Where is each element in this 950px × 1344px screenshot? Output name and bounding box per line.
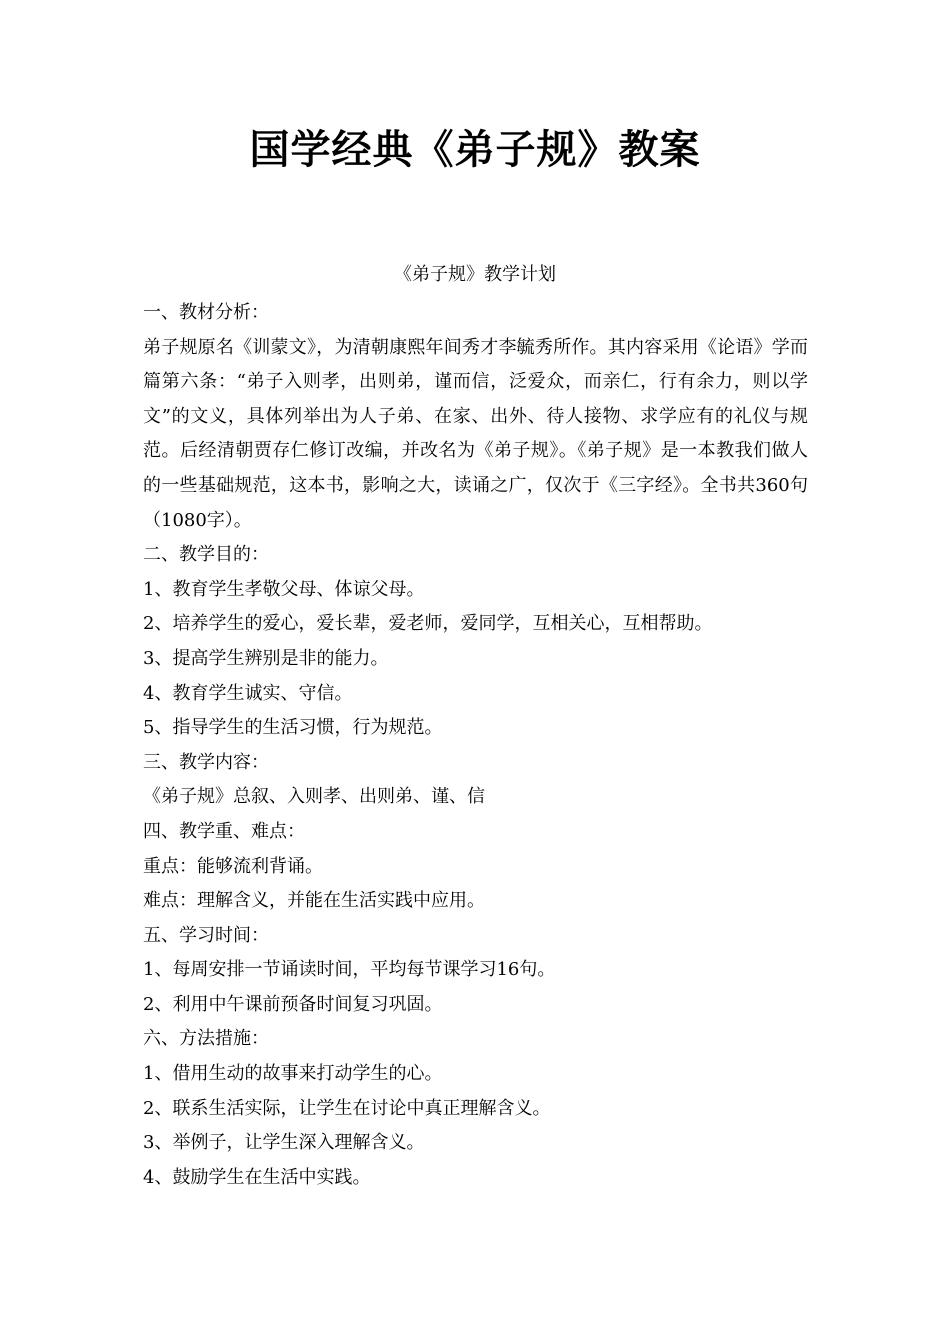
method-item: 1、借用生动的故事来打动学生的心。 (143, 1063, 443, 1085)
key-point-text: 重点：能够流利背诵。 (143, 855, 323, 877)
section-heading-methods: 六、方法措施： (143, 1028, 269, 1050)
section-heading-goals: 二、教学目的： (143, 544, 269, 566)
schedule-item: 2、利用中午课前预备时间复习巩固。 (143, 993, 443, 1015)
goal-item: 5、指导学生的生活习惯，行为规范。 (143, 717, 443, 739)
method-item: 4、鼓励学生在生活中实践。 (143, 1166, 371, 1188)
difficult-point-text: 难点：理解含义，并能在生活实践中应用。 (143, 890, 485, 912)
method-item: 3、举例子，让学生深入理解含义。 (143, 1132, 425, 1154)
goal-item: 4、教育学生诚实、守信。 (143, 682, 353, 704)
document-title: 国学经典《弟子规》教案 (249, 126, 701, 173)
method-item: 2、联系生活实际，让学生在讨论中真正理解含义。 (143, 1097, 551, 1119)
section-heading-content: 三、教学内容： (143, 751, 269, 773)
section-heading-key-points: 四、教学重、难点： (143, 820, 305, 842)
plan-subtitle: 《弟子规》教学计划 (394, 264, 556, 285)
content-text: 《弟子规》总叙、入则孝、出则弟、谨、信 (143, 786, 485, 808)
section-heading-analysis: 一、教材分析： (143, 302, 269, 323)
section-heading-schedule: 五、学习时间： (143, 924, 269, 946)
schedule-item: 1、每周安排一节诵读时间，平均每节课学习16句。 (143, 959, 556, 981)
analysis-paragraph: 弟子规原名《训蒙文》，为清朝康熙年间秀才李毓秀所作。其内容采用《论语》学而篇第六条：“弟子入则孝，出则弟，谨而信，泛爱众，而亲仁，行有余力，则以学文”的文义，具体列举出为人子弟、在家、出外、待人接物、求学应有的礼仪与规范。后经清朝贾存仁修订改编，并改名为《弟子规》。《弟子规》是一本教我们做人的一些基础规范，这本书，影响之大，读诵之广，仅次于《三字经》。全书共360句（1080字）。 (143, 336, 808, 531)
goal-item: 1、教育学生孝敬父母、体谅父母。 (143, 578, 425, 600)
document-body (143, 296, 808, 1195)
goal-item: 3、提高学生辨别是非的能力。 (143, 647, 389, 669)
goal-item: 2、培养学生的爱心，爱长辈，爱老师，爱同学，互相关心，互相帮助。 (143, 613, 713, 635)
